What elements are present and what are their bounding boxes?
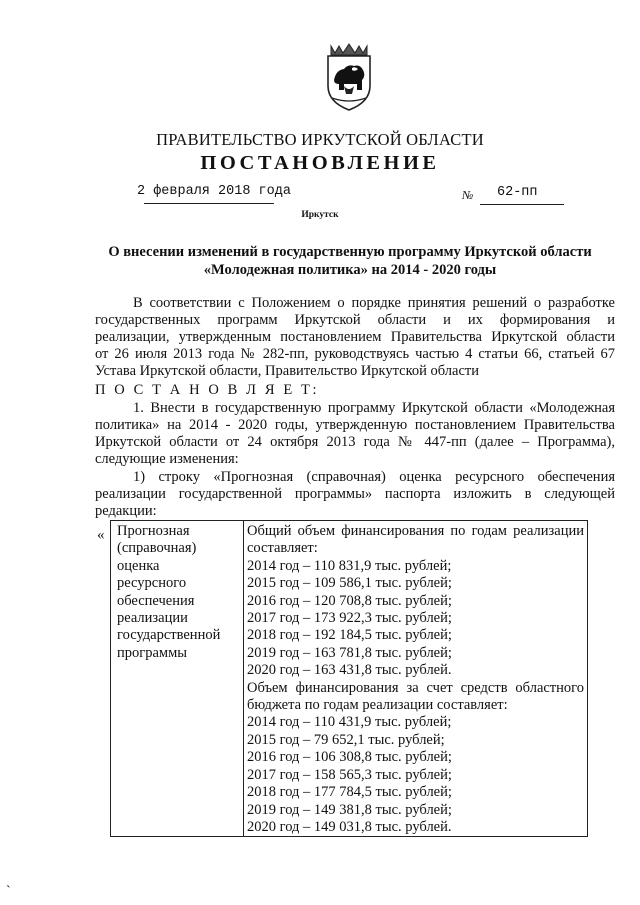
table-row [111, 521, 588, 837]
total-header: Общий объем финансирования по годам реализации [247, 523, 584, 539]
document-number: 62-пп [497, 185, 538, 200]
subitem1-line: реализации государственной программы» паспорта изложить в следующей [95, 486, 615, 502]
preamble-line: Устава Иркутской области, Правительство Иркутской области [95, 363, 480, 379]
item1-line: политика» на 2014 - 2020 годы, утвержденную постановлением Правительства [95, 417, 615, 433]
total-row: 2020 год – 163 431,8 тыс. рублей. [247, 662, 452, 679]
regional-row: 2014 год – 110 431,9 тыс. рублей; [247, 714, 452, 731]
regional-row: 2016 год – 106 308,8 тыс. рублей; [247, 749, 452, 766]
preamble-line: от 26 июля 2013 года № 282-пп, руководствуясь частью 4 статьи 66, статьей 67 [95, 346, 615, 362]
resolves-heading: П О С Т А Н О В Л Я Е Т: [95, 382, 320, 398]
label-line: (справочная) [117, 540, 197, 557]
label-line: оценка [117, 557, 160, 574]
label-line: ресурсного [117, 575, 187, 592]
regional-header-cont: бюджета по годам реализации составляет: [247, 697, 508, 714]
resource-table [110, 520, 588, 837]
preamble-line: реализации, утвержденным постановлением Правительства Иркутской области [95, 329, 615, 345]
label-line: государственной [117, 627, 221, 644]
label-line: обеспечения [117, 592, 195, 609]
total-row: 2018 год – 192 184,5 тыс. рублей; [247, 627, 452, 644]
item1-line: следующие изменения: [95, 451, 239, 467]
regional-row: 2020 год – 149 031,8 тыс. рублей. [247, 818, 452, 835]
city-name: Иркутск [301, 210, 339, 220]
total-row: 2019 год – 163 781,8 тыс. рублей; [247, 644, 452, 661]
total-row: 2015 год – 109 586,1 тыс. рублей; [247, 575, 452, 592]
total-header-cont: составляет: [247, 540, 318, 557]
label-line: программы [117, 644, 187, 661]
regional-row: 2019 год – 149 381,8 тыс. рублей; [247, 801, 452, 818]
subitem1-line: редакции: [95, 503, 157, 519]
document-title [90, 243, 610, 279]
regional-row: 2017 год – 158 565,3 тыс. рублей; [247, 766, 452, 783]
preamble-line: В соответствии с Положением о порядке принятия решений о разработке [133, 295, 615, 311]
date-underline [144, 203, 274, 204]
number-sign: № [462, 188, 474, 202]
table-label-cell [111, 521, 244, 837]
government-name: ПРАВИТЕЛЬСТВО ИРКУТСКОЙ ОБЛАСТИ [156, 130, 484, 149]
title-line: «Молодежная политика» на 2014 - 2020 годы [203, 262, 497, 278]
total-row: 2016 год – 120 708,8 тыс. рублей; [247, 592, 452, 609]
label-line: Прогнозная [117, 523, 190, 539]
total-row: 2017 год – 173 922,3 тыс. рублей; [247, 610, 452, 627]
margin-mark: ` [6, 884, 11, 899]
total-row: 2014 год – 110 831,9 тыс. рублей; [247, 557, 452, 574]
opening-quote: « [97, 527, 105, 543]
document-date: 2 февраля 2018 года [137, 184, 291, 199]
preamble-line: государственных программ Иркутской области и их формирования и [95, 312, 615, 328]
regional-row: 2015 год – 79 652,1 тыс. рублей; [247, 731, 445, 748]
label-line: реализации [117, 610, 188, 627]
table-value-cell [244, 521, 588, 837]
subitem1-line: 1) строку «Прогнозная (справочная) оценка ресурсного обеспечения [133, 469, 615, 485]
number-underline [480, 204, 564, 205]
document-type: ПОСТАНОВЛЕНИЕ [200, 152, 440, 174]
regional-row: 2018 год – 177 784,5 тыс. рублей; [247, 784, 452, 801]
regional-header: Объем финансирования за счет средств областного [247, 679, 584, 696]
item1-line: 1. Внести в государственную программу Иркутской области «Молодежная [133, 400, 615, 416]
title-line: О внесении изменений в государственную программу Иркутской области [108, 244, 592, 260]
item1-line: Иркутской области от 24 октября 2013 года № 447-пп (далее – Программа), [95, 434, 615, 450]
coat-of-arms-emblem [322, 42, 376, 112]
